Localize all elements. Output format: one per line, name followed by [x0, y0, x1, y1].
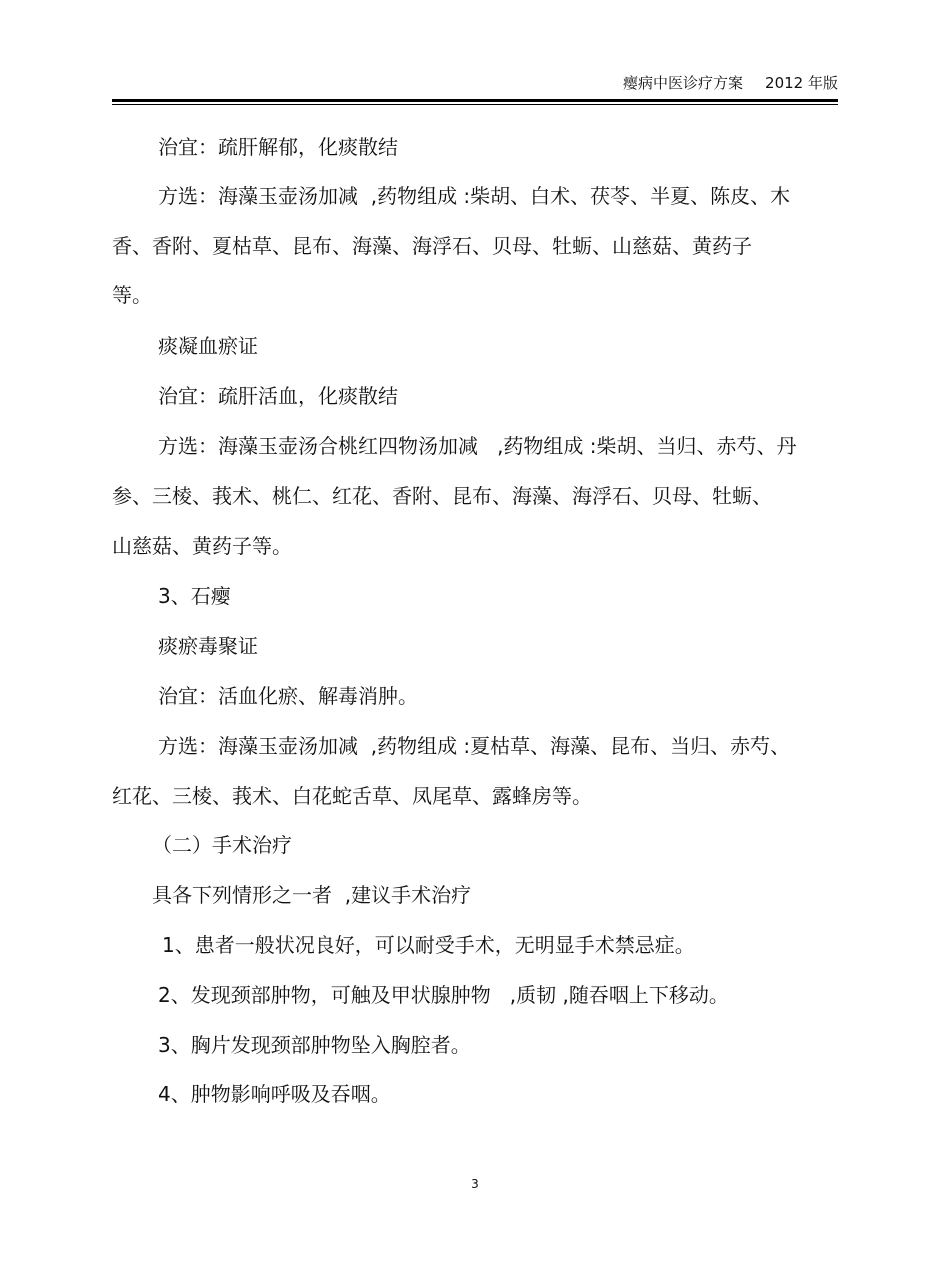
body-line: 参、三棱、莪术、桃仁、红花、香附、昆布、海藻、海浮石、贝母、牡蛎、	[112, 484, 772, 508]
body-line: 治宜：疏肝活血，化痰散结	[158, 384, 398, 408]
body-line: 等。	[112, 283, 152, 307]
list-item: 4、肿物影响呼吸及吞咽。	[158, 1082, 391, 1106]
header-rule-thick	[112, 99, 838, 102]
body-line: 红花、三棱、莪术、白花蛇舌草、凤尾草、露蜂房等。	[112, 784, 592, 808]
body-line: 方选：海藻玉壶汤加减 ,药物组成 :夏枯草、海藻、昆布、当归、赤芍、	[158, 734, 791, 758]
list-item: 2、发现颈部肿物，可触及甲状腺肿物 ,质韧 ,随吞咽上下移动。	[158, 983, 729, 1007]
body-line: 香、香附、夏枯草、昆布、海藻、海浮石、贝母、牡蛎、山慈菇、黄药子	[112, 234, 752, 258]
body-line: 方选：海藻玉壶汤合桃红四物汤加减 ,药物组成 :柴胡、当归、赤芍、丹	[158, 434, 797, 458]
list-item: 3、胸片发现颈部肿物坠入胸腔者。	[158, 1033, 471, 1057]
list-item: 1、患者一般状况良好，可以耐受手术，无明显手术禁忌症。	[162, 933, 695, 957]
body-line: 具各下列情形之一者 ,建议手术治疗	[152, 883, 472, 907]
body-line: 方选：海藻玉壶汤加减 ,药物组成 :柴胡、白术、茯苓、半夏、陈皮、木	[158, 184, 791, 208]
body-line: 山慈菇、黄药子等。	[112, 534, 292, 558]
body-line: 治宜：活血化瘀、解毒消肿。	[158, 684, 418, 708]
section-heading: 3、石瘿	[158, 584, 231, 608]
section-heading: 痰瘀毒聚证	[158, 634, 258, 658]
page-header	[112, 72, 838, 94]
header-rule-thin	[112, 104, 838, 105]
section-heading: 痰凝血瘀证	[158, 334, 258, 358]
page-number: 3	[471, 1177, 479, 1191]
header-edition: 2012 年版	[765, 74, 838, 92]
header-title: 瘿病中医诊疗方案	[623, 74, 744, 92]
section-heading: （二）手术治疗	[152, 833, 292, 857]
body-line: 治宜：疏肝解郁，化痰散结	[158, 135, 398, 159]
